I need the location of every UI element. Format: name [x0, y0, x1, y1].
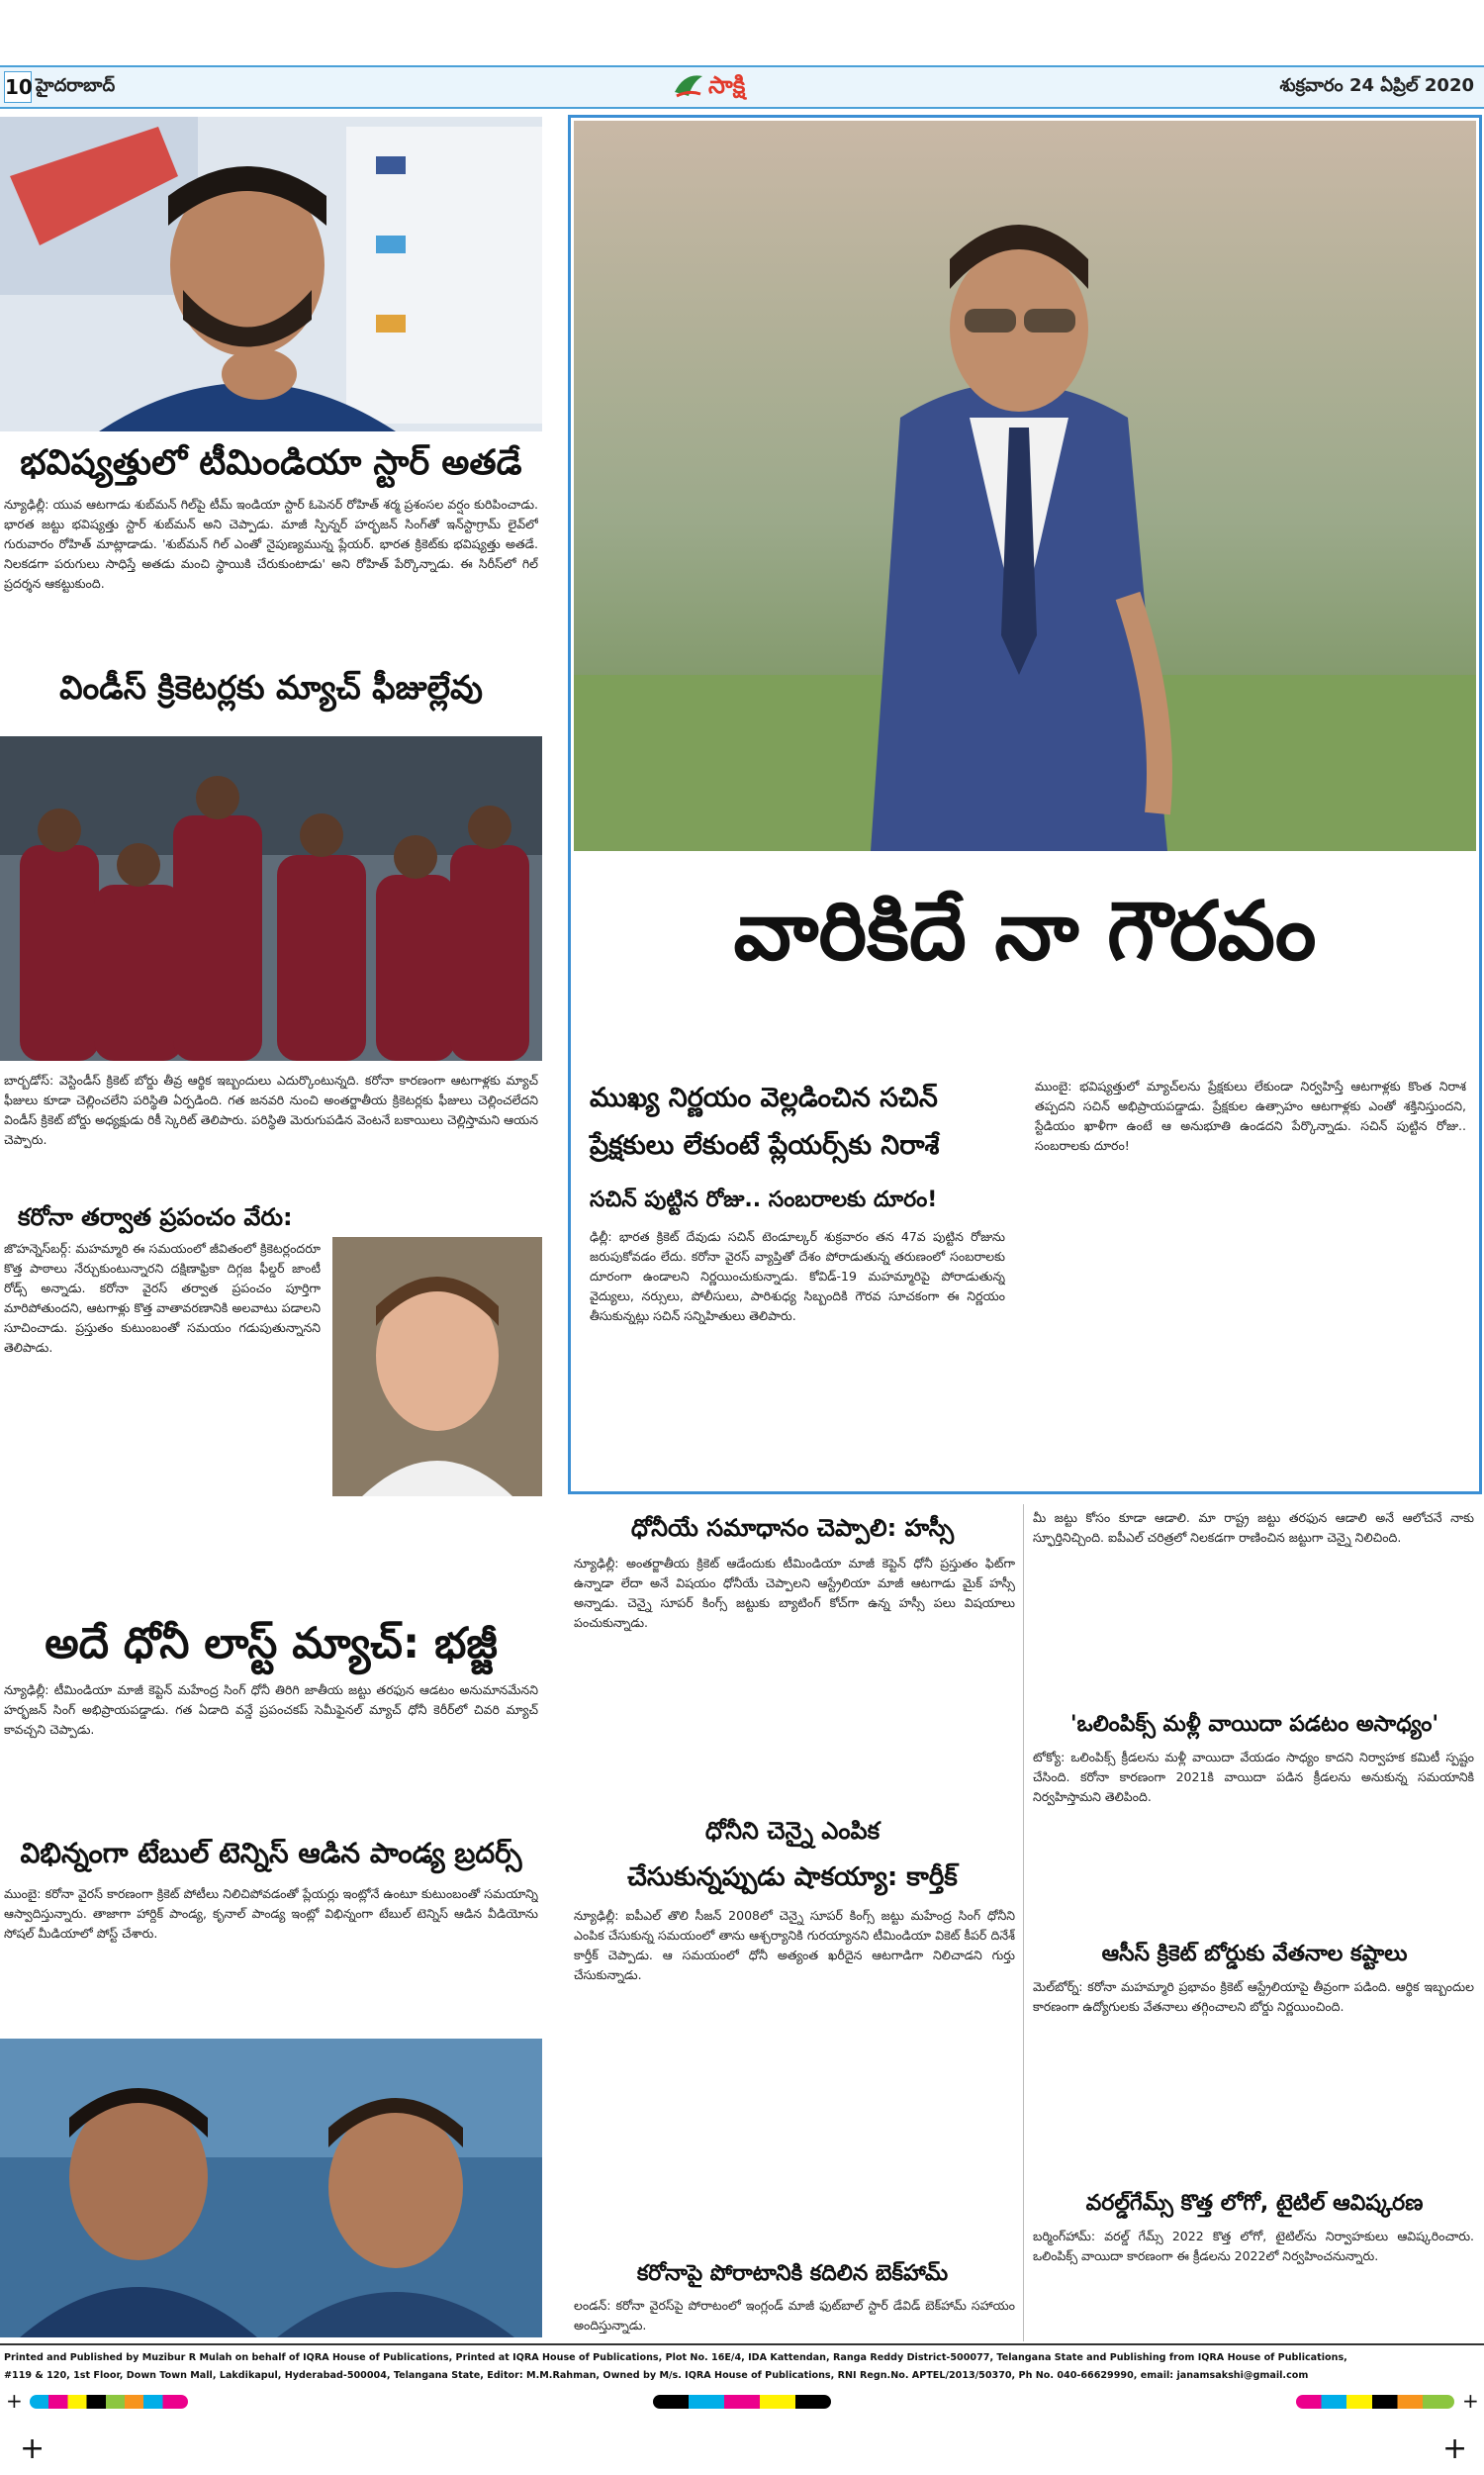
sachin-subheadline-1: ముఖ్య నిర్ణయం వెల్లడించిన సచిన్ — [590, 1083, 938, 1113]
olympics-headline: 'ఒలింపిక్స్ మళ్లీ వాయిదా పడటం అసాధ్యం' — [1069, 1712, 1439, 1737]
dhoni-bhajji-headline: అదే ధోనీ లాస్ట్ మ్యాచ్: భజ్జీ — [45, 1619, 498, 1668]
sachin-subheadline-3: సచిన్ పుట్టిన రోజు.. సంబరాలకు దూరం! — [590, 1188, 938, 1212]
olympics-article-body: టోక్యో: ఒలింపిక్స్ క్రీడలను మళ్లీ వాయిదా వేయడం సాధ్యం కాదని నిర్వాహక కమిటీ స్పష్టం చేసింది. కరోనా కారణంగా 2021కి వాయిదా పడిన క్రీడలను అనుకున్న సమయానికి నిర్వహిస్తామని తెలిపింది. — [1033, 1750, 1474, 1804]
windies-headline: విండీస్ క్రికెటర్లకు మ్యాచ్ ఫీజుల్లేవు — [59, 668, 483, 707]
sachin-subheadline-2: ప్రేక్షకులు లేకుంటే ప్లేయర్స్‌కు నిరాశే — [590, 1130, 940, 1161]
color-strip-left — [30, 2395, 188, 2409]
karthik-headline-line2: చేసుకున్నప్పుడు షాకయ్యా: కార్తీక్ — [627, 1862, 958, 1892]
rohit-article-body: న్యూఢిల్లీ: యువ ఆటగాడు శుబ్‌మన్ గిల్‌పై టీమ్ ఇండియా స్టార్ ఓపెనర్ రోహిత్ శర్మ ప్రశంసల వర్షం కురిపించాడు. భారత జట్టు భవిష్యత్తు స్టార్ శుబ్‌మన్ అని చెప్పాడు. మాజీ స్పిన్నర్ హర్భజన్ సింగ్‌తో ఇన్‌స్టాగ్రామ్ లైవ్‌లో గురువారం రోహిత్ మాట్లాడాడు. 'శుబ్‌మన్ గిల్ ఎంతో నైపుణ్యమున్న ప్లేయర్. భారత క్రికెట్‌కు భవిష్యత్తు అతడే. నిలకడగా పరుగులు సాధిస్తే అతడు మంచి స్థాయికి చేరుకుంటాడు' అని రోహిత్ పేర్కొన్నాడు. ఈ సిరీస్‌లో గిల్ ప్రదర్శన ఆకట్టుకుంది. — [4, 497, 538, 591]
sachin-main-headline: వారికిదే నా గౌరవం — [733, 885, 1317, 979]
page-number: 10 — [4, 71, 32, 103]
pandya-headline: విభిన్నంగా టేబుల్ టెన్నిస్ ఆడిన పాండ్య బ్రదర్స్ — [20, 1837, 522, 1869]
rhodes-article-tail — [4, 1558, 538, 1597]
pandya-brothers-photo — [0, 2039, 542, 2337]
beckham-headline: కరోనాపై పోరాటానికి కదిలిన బెక్‌హామ్ — [636, 2261, 949, 2286]
hussey-article-body: న్యూఢిల్లీ: అంతర్జాతీయ క్రికెట్ ఆడేందుకు టీమిండియా మాజీ కెప్టెన్ ధోనీ ప్రస్తుతం ఫిట్‌గా ఉన్నాడా లేదా అనే విషయం ధోనీయే చెప్పాలని ఆస్ట్రేలియా మాజీ ఆటగాడు మైక్ హస్సీ అన్నాడు. చెన్నై సూపర్ కింగ్స్ జట్టుకు బ్యాటింగ్ కోచ్‌గా ఉన్న హస్సీ పలు విషయాలు పంచుకున్నాడు. — [574, 1556, 1015, 1630]
rohit-sharma-photo — [0, 117, 542, 431]
sachin-body-right: ముంబై: భవిష్యత్తులో మ్యాచ్‌లను ప్రేక్షకులు లేకుండా నిర్వహిస్తే ఆటగాళ్లకు కొంత నిరాశ తప్పదని సచిన్ అభిప్రాయపడ్డాడు. ప్రేక్షకుల ఉత్సాహం ఆటగాళ్లకు ఎంతో శక్తినిస్తుందని, స్టేడియం ఖాళీగా ఉంటే ఆ అనుభూతి ఉండదని పేర్కొన్నాడు. సచిన్ పుట్టిన రోజు.. సంబరాలకు దూరం! — [1035, 1079, 1466, 1153]
pandya-article-body: ముంబై: కరోనా వైరస్ కారణంగా క్రికెట్ పోటీలు నిలిచిపోవడంతో ప్లేయర్లు ఇంట్లోనే ఉంటూ కుటుంబంతో సమయాన్ని ఆస్వాదిస్తున్నారు. తాజాగా హార్దిక్ పాండ్య, కృనాల్ పాండ్య ఇంట్లో విభిన్నంగా టేబుల్ టెన్నిస్ ఆడిన వీడియోను సోషల్ మీడియాలో పోస్ట్ చేశారు. — [4, 1886, 538, 1941]
imprint-line-1: Printed and Published by Muzibur R Mulah on behalf of IQRA House of Publications, Printed at IQRA House of Publications, Plot No. 16E/4, IDA Kattendan, Ranga Reddy District-500077, Telangana State and Publishing from IQRA House of Publications, — [4, 2352, 1347, 2363]
world-games-article-body: బర్మింగ్‌హామ్: వరల్డ్ గేమ్స్ 2022 కొత్త లోగో, టైటిల్‌ను నిర్వాహకులు ఆవిష్కరించారు. ఒలింపిక్స్ వాయిదా కారణంగా ఈ క్రీడలను 2022లో నిర్వహించనున్నారు. — [1033, 2229, 1474, 2263]
rohit-headline: భవిష్యత్తులో టీమిండియా స్టార్ అతడే — [20, 443, 522, 483]
registration-mark-right: + — [1462, 2389, 1479, 2413]
logo-icon — [671, 68, 706, 104]
windies-article-body: బార్బడోస్: వెస్టిండీస్ క్రికెట్ బోర్డు తీవ్ర ఆర్థిక ఇబ్బందులు ఎదుర్కొంటున్నది. కరోనా కారణంగా ఆటగాళ్లకు మ్యాచ్ ఫీజులు కూడా చెల్లించలేని పరిస్థితి ఏర్పడింది. గత జనవరి నుంచి అంతర్జాతీయ క్రికెటర్లకు ఫీజులు చెల్లించలేదని విండీస్ క్రికెట్ బోర్డు అధ్యక్షుడు రికీ స్కెరిట్ తెలిపారు. పరిస్థితి మెరుగుపడిన వెంటనే బకాయిలు చెల్లిస్తామని ఆయన చెప్పారు. — [4, 1073, 538, 1147]
masthead-logo — [671, 67, 823, 105]
windies-players-photo — [0, 736, 542, 1061]
beckham-article-body: లండన్: కరోనా వైరస్‌పై పోరాటంలో ఇంగ్లండ్ మాజీ ఫుట్‌బాల్ స్టార్ డేవిడ్ బెక్‌హామ్ సహాయం అందిస్తున్నాడు. — [574, 2298, 1015, 2332]
rhodes-article-body: జొహన్నెస్‌బర్గ్: మహమ్మారి ఈ సమయంలో జీవితంలో క్రికెటర్లందరూ కొత్త పాఠాలు నేర్చుకుంటున్నారని దక్షిణాఫ్రికా దిగ్గజ ఫీల్డర్ జాంటీ రోడ్స్ అన్నాడు. కరోనా వైరస్ తర్వాత ప్రపంచం పూర్తిగా మారిపోతుందని, ఆటగాళ్లు కొత్త వాతావరణానికి అలవాటు పడాలని సూచించాడు. ప్రస్తుతం కుటుంబంతో సమయం గడుపుతున్నానని తెలిపాడు. — [4, 1241, 321, 1355]
edition-label: హైదరాబాద్ — [36, 75, 116, 96]
rhodes-headline: కరోనా తర్వాత ప్రపంచం వేరు: — [18, 1203, 293, 1231]
aussie-headline: ఆసీస్ క్రికెట్ బోర్డుకు వేతనాల కష్టాలు — [1101, 1942, 1408, 1966]
imprint-line-2: #119 & 120, 1st Floor, Down Town Mall, Lakdikapul, Hyderabad-500004, Telangana State, Editor: M.M.Rahman, Owned by M/s. IQRA House of Publications, RNI Regn.No. APTEL/2013/50370, Ph No. 040-66629990, email: janamsakshi@gmail.com — [4, 2370, 1309, 2381]
issue-date: శుక్రవారం 24 ఏప్రిల్ 2020 — [1279, 75, 1474, 96]
aussie-article-body: మెల్‌బోర్న్: కరోనా మహమ్మారి ప్రభావం క్రికెట్ ఆస్ట్రేలియాపై తీవ్రంగా పడింది. ఆర్థిక ఇబ్బందుల కారణంగా ఉద్యోగులకు వేతనాలు తగ్గించాలని బోర్డు నిర్ణయించింది. — [1033, 1979, 1474, 2014]
sachin-body-left: ఢిల్లీ: భారత క్రికెట్ దేవుడు సచిన్ టెండూల్కర్ శుక్రవారం తన 47వ పుట్టిన రోజును జరుపుకోవడం లేదు. కరోనా వైరస్ వ్యాప్తితో దేశం పోరాడుతున్న తరుణంలో సంబరాలకు దూరంగా ఉండాలని నిర్ణయించుకున్నాడు. కోవిడ్-19 మహమ్మారిపై పోరాడుతున్న వైద్యులు, నర్సులు, పోలీసులు, పారిశుధ్య సిబ్బందికి గౌరవ సూచకంగా ఈ నిర్ణయం తీసుకున్నట్లు సచిన్ సన్నిహితులు తెలిపారు. — [590, 1229, 1005, 1323]
crop-mark-bottom-left: + — [20, 2431, 46, 2466]
column-divider — [1023, 1504, 1024, 2341]
sachin-tendulkar-photo — [574, 121, 1476, 851]
registration-mark-left: + — [6, 2389, 23, 2413]
karthik-headline-line1: ధోనీని చెన్నై ఎంపిక — [704, 1817, 881, 1845]
color-strip-center — [653, 2395, 831, 2409]
karthik-article-body: న్యూఢిల్లీ: ఐపీఎల్ తొలి సీజన్ 2008లో చెన్నై సూపర్ కింగ్స్ జట్టు మహేంద్ర సింగ్ ధోనీని ఎంపిక చేసుకున్న సమయంలో తాను ఆశ్చర్యానికి గురయ్యానని టీమిండియా వికెట్ కీపర్ దినేశ్ కార్తీక్ చెప్పాడు. ఆ సమయంలో ధోనీ అత్యంత ఖరీదైన ఆటగాడిగా నిలిచాడని గుర్తు చేసుకున్నాడు. — [574, 1908, 1015, 1982]
crop-mark-bottom-right: + — [1442, 2431, 1468, 2466]
hussey-headline: ధోనీయే సమాధానం చెప్పాలి: హస్సీ — [630, 1514, 955, 1542]
logo-text: సాక్షి — [708, 71, 746, 99]
color-strip-right — [1296, 2395, 1454, 2409]
right-column-continuation: మీ జట్టు కోసం కూడా ఆడాలి. మా రాష్ట్ర జట్టు తరఫున ఆడాలి అనే ఆలోచనే నాకు స్ఫూర్తినిచ్చింది. ఐపీఎల్ చరిత్రలో నిలకడగా రాణించిన జట్టుగా చెన్నై నిలిచింది. — [1033, 1510, 1474, 1545]
dhoni-bhajji-body: న్యూఢిల్లీ: టీమిండియా మాజీ కెప్టెన్ మహేంద్ర సింగ్ ధోనీ తిరిగి జాతీయ జట్టు తరఫున ఆడటం అనుమానమేనని హర్భజన్ సింగ్ అభిప్రాయపడ్డాడు. గత ఏడాది వన్డే ప్రపంచకప్ సెమీఫైనల్ మ్యాచ్ ధోనీ కెరీర్‌లో చివరి మ్యాచ్ కావచ్చని చెప్పాడు. — [4, 1682, 538, 1737]
footer-rule — [0, 2343, 1484, 2345]
jonty-rhodes-photo — [332, 1237, 542, 1496]
world-games-headline: వరల్డ్‌గేమ్స్ కొత్త లోగో, టైటిల్ ఆవిష్కరణ — [1085, 2191, 1424, 2216]
